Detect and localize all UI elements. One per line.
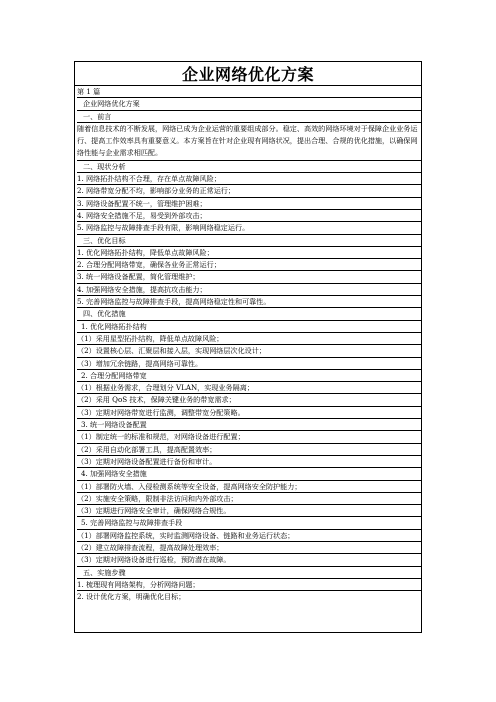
text-line: （3）定期进行网络安全审计，确保网络合规性。 xyxy=(77,505,421,517)
text-line: 四、优化措施 xyxy=(77,308,421,320)
text-line: 1. 梳理现有网络架构，分析网络问题； xyxy=(77,579,421,591)
text-line: 1. 优化网络拓扑结构，降低单点故障风险； xyxy=(77,247,421,259)
text-line: 第 1 篇 xyxy=(77,86,421,98)
text-line: 2. 合理分配网络带宽 xyxy=(77,370,421,382)
text-line: 2. 合理分配网络带宽，确保各业务正常运行； xyxy=(77,259,421,271)
text-line: （2）采用 QoS 技术，保障关键业务的带宽需求； xyxy=(77,394,421,406)
text-line: 5. 完善网络监控与故障排查手段，提高网络稳定性和可靠性。 xyxy=(77,296,421,308)
text-line: （1）制定统一的标准和规范，对网络设备进行配置； xyxy=(77,431,421,443)
text-line: 5. 完善网络监控与故障排查手段 xyxy=(77,517,421,529)
text-line: 3. 网络设备配置不统一，管理维护困难； xyxy=(77,198,421,210)
text-line: 企业网络优化方案 xyxy=(77,98,421,110)
text-line: （1）部署防火墙、入侵检测系统等安全设备，提高网络安全防护能力； xyxy=(77,481,421,493)
text-line: （2）采用自动化部署工具，提高配置效率； xyxy=(77,444,421,456)
text-line: 2. 设计优化方案，明确优化目标； xyxy=(77,592,186,602)
document-table xyxy=(74,61,422,633)
text-line: （1）部署网络监控系统，实时监测网络设备、链路和业务运行状态； xyxy=(77,530,421,542)
text-line: （3）增加冗余链路，提高网络可靠性。 xyxy=(77,358,421,370)
text-line: 3. 统一网络设备配置，简化管理维护； xyxy=(77,271,421,283)
text-line: （3）定期对网络设备配置进行备份和审计。 xyxy=(77,456,421,468)
text-line: 1. 优化网络拓扑结构 xyxy=(77,321,421,333)
text-line: （2）实施安全策略，限制非法访问和内外部攻击； xyxy=(77,493,421,505)
document-body xyxy=(75,86,421,603)
text-line: 三、优化目标 xyxy=(77,235,421,247)
text-line: 4. 加强网络安全措施，提高抗攻击能力； xyxy=(77,284,421,296)
text-line: 3. 统一网络设备配置 xyxy=(77,419,421,431)
text-line: 2. 网络带宽分配不均，影响部分业务的正常运行； xyxy=(77,185,421,197)
text-line: 五、实施步骤 xyxy=(77,567,421,579)
text-line: （2）设置核心层、汇聚层和接入层，实现网络层次化设计； xyxy=(77,345,421,357)
text-line: 4. 网络安全措施不足，易受到外部攻击； xyxy=(77,210,421,222)
text-line: （1）采用星型拓扑结构，降低单点故障风险； xyxy=(77,333,421,345)
text-line: （2）建立故障排查流程，提高故障处理效率； xyxy=(77,542,421,554)
text-line: 4. 加强网络安全措施 xyxy=(77,468,421,480)
text-line: 一、前言 xyxy=(77,111,421,123)
text-line: （3）定期对网络设备进行巡检，预防潜在故障。 xyxy=(77,554,421,566)
text-line: 5. 网络监控与故障排查手段有限，影响网络稳定运行。 xyxy=(77,222,421,234)
text-line: 二、现状分析 xyxy=(77,161,421,173)
paragraph: 随着信息技术的不断发展，网络已成为企业运营的重要组成部分。稳定、高效的网络环境对于保障企业业务运行、提高工作效率具有重要意义。本方案旨在针对企业现有网络状况，提出合理、合规的优化措施，以确保网络性能与企业需求相匹配。 xyxy=(77,123,421,161)
text-line: （3）定期对网络带宽进行监测，调整带宽分配策略。 xyxy=(77,407,421,419)
document-title: 企业网络优化方案 xyxy=(181,65,314,84)
text-line: （1）根据业务需求，合理划分 VLAN，实现业务隔离； xyxy=(77,382,421,394)
text-line: 1. 网络拓扑结构不合理，存在单点故障风险； xyxy=(77,173,421,185)
title-row xyxy=(75,62,421,86)
